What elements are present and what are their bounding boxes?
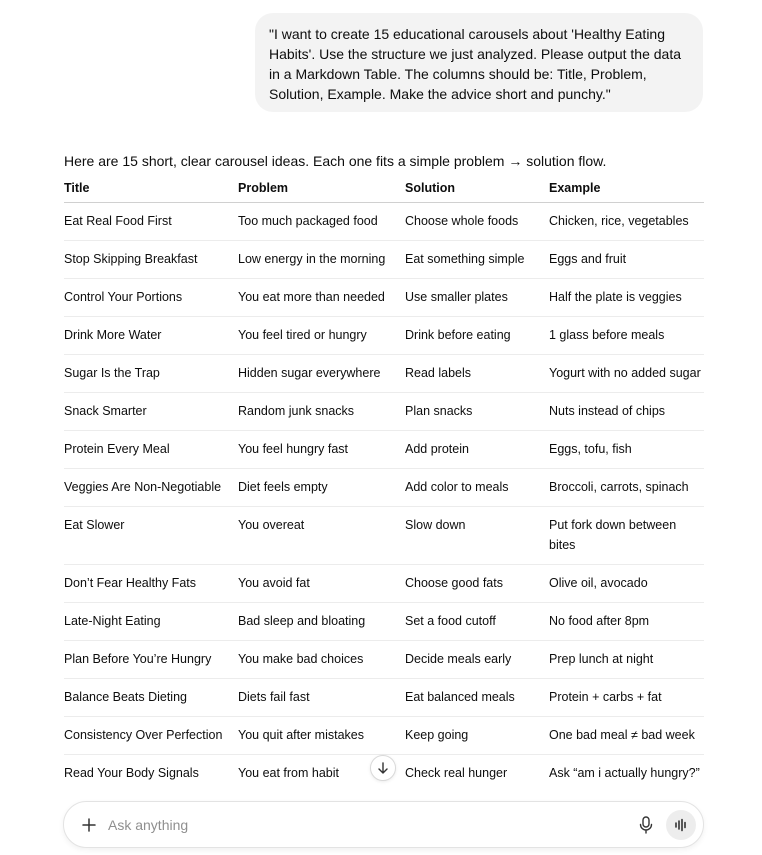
microphone-icon xyxy=(639,816,653,834)
arrow-down-icon xyxy=(376,761,390,775)
cell-example: Broccoli, carrots, spinach xyxy=(549,468,704,506)
table-row xyxy=(64,316,704,354)
table-row xyxy=(64,202,704,240)
table-row xyxy=(64,240,704,278)
user-message-bubble xyxy=(255,13,703,112)
dictate-button[interactable] xyxy=(637,815,655,835)
voice-mode-icon xyxy=(674,818,688,832)
cell-title: Eat Real Food First xyxy=(64,202,238,240)
cell-solution: Add color to meals xyxy=(405,468,549,506)
cell-example: One bad meal ≠ bad week xyxy=(549,716,704,754)
table-header-row xyxy=(64,178,704,202)
cell-solution: Eat balanced meals xyxy=(405,678,549,716)
cell-title: Don’t Fear Healthy Fats xyxy=(64,564,238,602)
cell-solution: Choose whole foods xyxy=(405,202,549,240)
cell-title: Consistency Over Perfection xyxy=(64,716,238,754)
cell-solution: Eat something simple xyxy=(405,240,549,278)
cell-problem: Too much packaged food xyxy=(238,202,405,240)
cell-solution: Choose good fats xyxy=(405,564,549,602)
cell-solution: Plan snacks xyxy=(405,392,549,430)
cell-title: Eat Slower xyxy=(64,506,238,564)
cell-problem: You overeat xyxy=(238,506,405,564)
cell-problem: Bad sleep and bloating xyxy=(238,602,405,640)
table-row xyxy=(64,678,704,716)
table-row xyxy=(64,392,704,430)
table-row xyxy=(64,602,704,640)
cell-problem: Diet feels empty xyxy=(238,468,405,506)
cell-example: Eggs and fruit xyxy=(549,240,704,278)
cell-example: Ask “am i actually hungry?” xyxy=(549,765,700,780)
cell-title: Protein Every Meal xyxy=(64,430,238,468)
cell-example: 1 glass before meals xyxy=(549,316,704,354)
assistant-intro-text: Here are 15 short, clear carousel ideas. Each one fits a simple problem → solution flow. xyxy=(64,153,607,169)
cell-example: Prep lunch at night xyxy=(549,640,704,678)
cell-solution: Add protein xyxy=(405,430,549,468)
cell-solution: Read labels xyxy=(405,354,549,392)
cell-problem: Hidden sugar everywhere xyxy=(238,354,405,392)
table-row xyxy=(64,278,704,316)
cell-example: Olive oil, avocado xyxy=(549,564,704,602)
cell-title: Balance Beats Dieting xyxy=(64,678,238,716)
add-attachment-button[interactable] xyxy=(79,815,99,835)
cell-problem: You avoid fat xyxy=(238,564,405,602)
cell-solution: Keep going xyxy=(405,716,549,754)
cell-title: Sugar Is the Trap xyxy=(64,354,238,392)
cell-problem: You make bad choices xyxy=(238,640,405,678)
cell-title: Veggies Are Non-Negotiable xyxy=(64,468,238,506)
cell-example: Half the plate is veggies xyxy=(549,278,704,316)
cell-problem: You eat more than needed xyxy=(238,278,405,316)
cell-title: Plan Before You’re Hungry xyxy=(64,640,238,678)
cell-title: Late-Night Eating xyxy=(64,602,238,640)
cell-problem: You feel hungry fast xyxy=(238,430,405,468)
cell-solution: Set a food cutoff xyxy=(405,602,549,640)
cell-solution: Check real hunger xyxy=(405,765,508,780)
cell-example: Put fork down between bites xyxy=(549,506,704,564)
table-row xyxy=(64,564,704,602)
table-header-example: Example xyxy=(549,178,704,202)
cell-problem: Low energy in the morning xyxy=(238,240,405,278)
scroll-to-bottom-button[interactable] xyxy=(370,755,396,781)
cell-title: Drink More Water xyxy=(64,316,238,354)
message-composer xyxy=(63,801,704,848)
table-header-problem: Problem xyxy=(238,178,405,202)
cell-title: Snack Smarter xyxy=(64,392,238,430)
cell-solution: Use smaller plates xyxy=(405,278,549,316)
table-body xyxy=(64,202,704,792)
user-message-text: "I want to create 15 educational carousels about 'Healthy Eating Habits'. Use the structure we just analyzed. Please output the data in a Markdown Table. The columns should be: Title, Problem, Solution, Example. Make the advice short and punchy." xyxy=(269,26,682,102)
table-row xyxy=(64,640,704,678)
voice-mode-button[interactable] xyxy=(666,810,696,840)
cell-solution: Slow down xyxy=(405,506,549,564)
cell-problem: Diets fail fast xyxy=(238,678,405,716)
table-header-solution: Solution xyxy=(405,178,549,202)
table-header-title: Title xyxy=(64,178,238,202)
cell-problem: You quit after mistakes xyxy=(238,716,405,754)
message-input[interactable] xyxy=(108,813,588,837)
cell-solution: Drink before eating xyxy=(405,316,549,354)
cell-example: Yogurt with no added sugar xyxy=(549,354,704,392)
table-row xyxy=(64,468,704,506)
cell-example: No food after 8pm xyxy=(549,602,704,640)
cell-example: Chicken, rice, vegetables xyxy=(549,202,704,240)
plus-icon xyxy=(81,817,97,833)
table-row xyxy=(64,430,704,468)
cell-title: Read Your Body Signals xyxy=(64,765,199,780)
cell-title: Stop Skipping Breakfast xyxy=(64,240,238,278)
cell-example: Nuts instead of chips xyxy=(549,392,704,430)
table-row xyxy=(64,716,704,754)
table-row xyxy=(64,354,704,392)
cell-problem: You eat from habit xyxy=(238,765,339,780)
cell-problem: Random junk snacks xyxy=(238,392,405,430)
cell-problem: You feel tired or hungry xyxy=(238,316,405,354)
table-row xyxy=(64,506,704,564)
cell-solution: Decide meals early xyxy=(405,640,549,678)
markdown-table xyxy=(64,178,704,792)
cell-example: Eggs, tofu, fish xyxy=(549,430,704,468)
cell-example: Protein + carbs + fat xyxy=(549,678,704,716)
cell-title: Control Your Portions xyxy=(64,278,238,316)
